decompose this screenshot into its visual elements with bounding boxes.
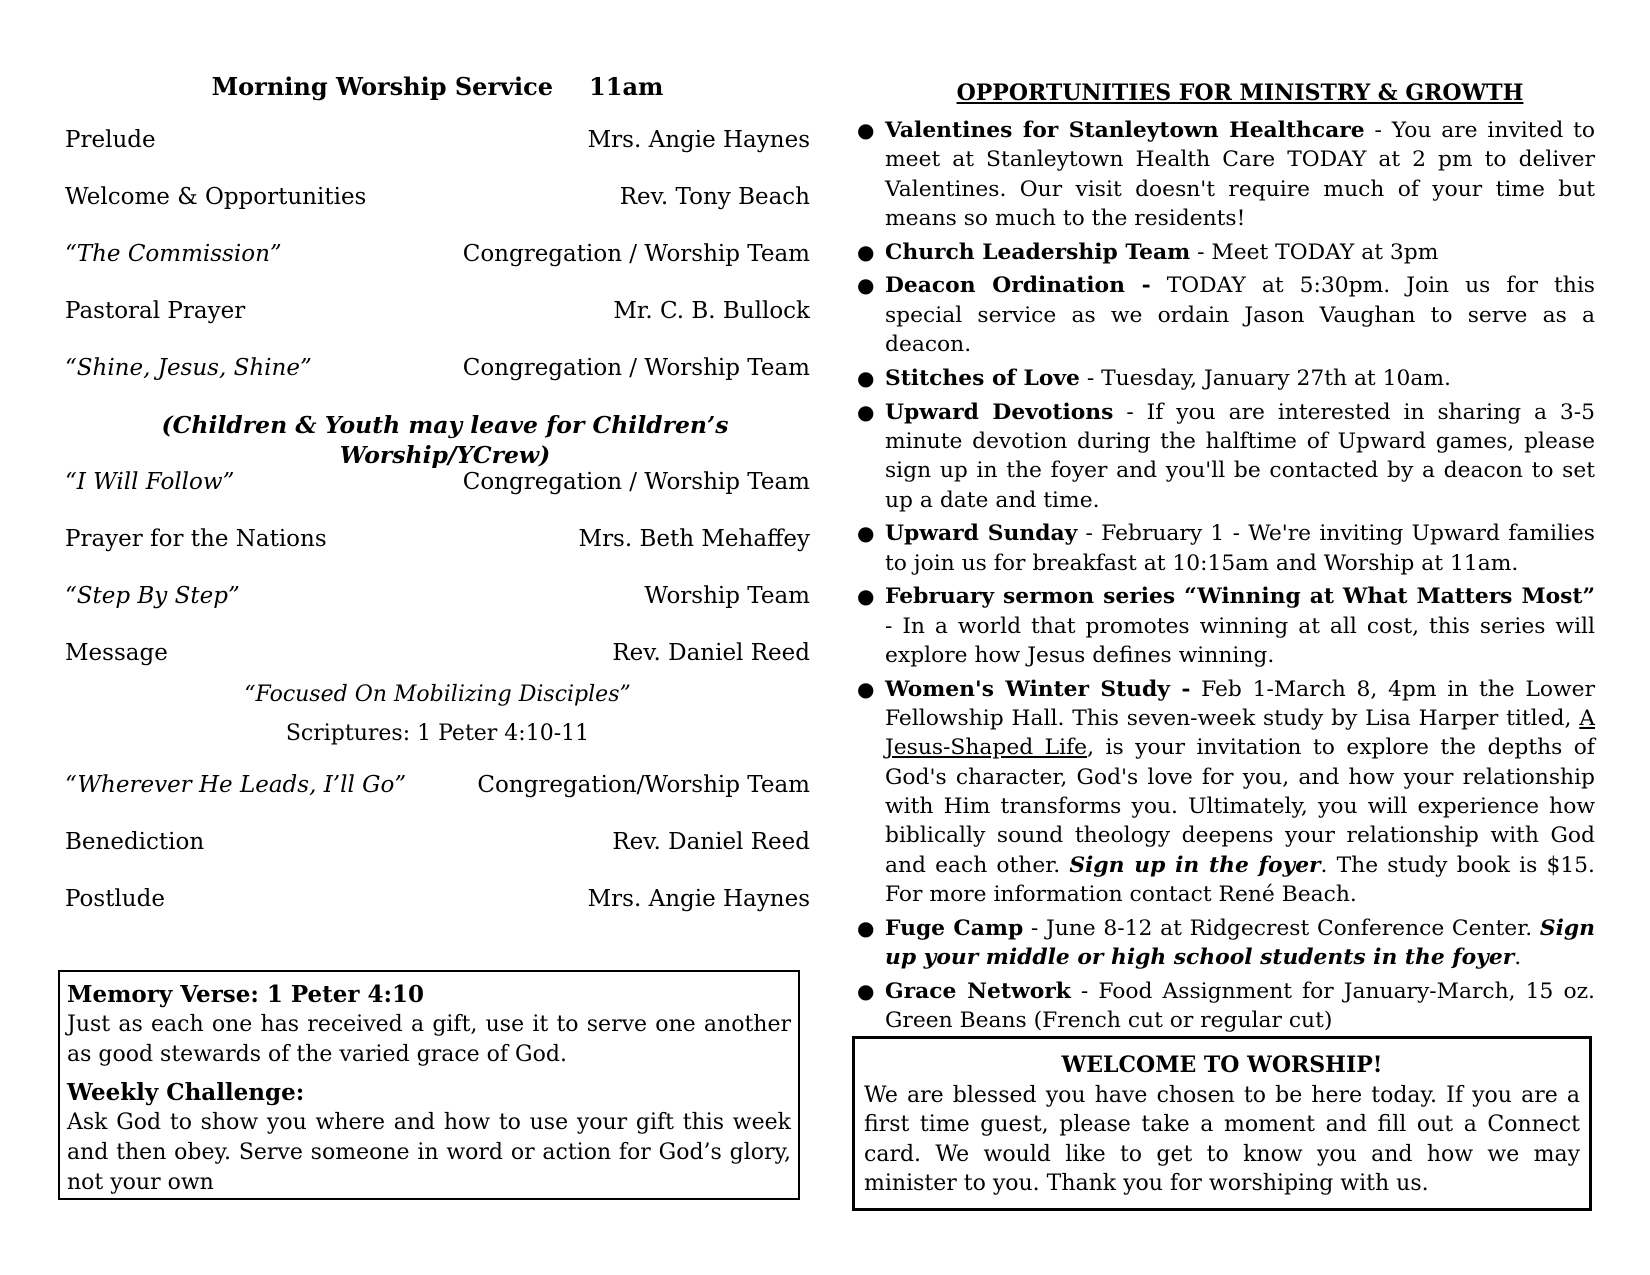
list-item bbox=[855, 398, 1595, 515]
signup-note: Sign up your middle or high school students in the foyer bbox=[885, 915, 1595, 971]
song-title: “I Will Follow” bbox=[65, 469, 235, 495]
program-row-commission bbox=[65, 239, 810, 296]
weekly-challenge-text: Ask God to show you where and how to use your gift this week and then obey. Serve someone in word or action for God’s glory, not your own bbox=[67, 1110, 791, 1195]
song-title: “The Commission” bbox=[65, 241, 282, 267]
bullet-icon: ● bbox=[857, 273, 875, 298]
program-item: Message bbox=[65, 640, 168, 666]
bullet-icon: ● bbox=[857, 915, 875, 940]
order-of-worship bbox=[65, 72, 810, 941]
welcome-box bbox=[852, 1036, 1592, 1211]
song-title: “Wherever He Leads, I’ll Go” bbox=[65, 772, 407, 798]
service-title-text: Morning Worship Service bbox=[211, 72, 554, 101]
program-leader: Mrs. Angie Haynes bbox=[587, 886, 810, 912]
opportunities-list bbox=[855, 116, 1595, 1035]
program-row-wherever-he-leads bbox=[65, 770, 810, 827]
item-text: - February 1 - We're inviting Upward families to join us for breakfast at 10:15am and Worship at 11am. bbox=[885, 521, 1595, 576]
message-title: “Focused On Mobilizing Disciples” bbox=[244, 682, 631, 707]
program-item: Welcome & Opportunities bbox=[65, 184, 367, 210]
bullet-icon: ● bbox=[857, 365, 875, 390]
bullet-icon: ● bbox=[857, 399, 875, 424]
program-item: Prayer for the Nations bbox=[65, 526, 327, 552]
item-text: - You are invited to meet at Stanleytown Health Care TODAY at 2 pm to deliver Valentines. Our visit doesn't require much of your time but means so much to the residents! bbox=[885, 118, 1596, 231]
item-text: - If you are interested in sharing a 3-5 minute devotion during the halftime of Upward games, please sign up in the foyer and you'll be contacted by a deacon to set up a date and time. bbox=[885, 399, 1595, 513]
program-leader: Rev. Daniel Reed bbox=[612, 640, 810, 666]
list-item bbox=[855, 238, 1595, 267]
program-leader: Congregation / Worship Team bbox=[462, 241, 810, 267]
list-item bbox=[855, 271, 1595, 359]
children-dismissal-note: (Children & Youth may leave for Children’s Worship/YCrew) bbox=[161, 411, 729, 469]
item-heading: Upward Devotions bbox=[885, 399, 1114, 425]
item-heading: Fuge Camp bbox=[885, 915, 1024, 941]
opportunities-title: OPPORTUNITIES FOR MINISTRY & GROWTH bbox=[956, 80, 1524, 106]
item-heading: February sermon series “Winning at What Matters Most” bbox=[885, 584, 1595, 610]
program-leader: Congregation/Worship Team bbox=[477, 772, 810, 798]
program-row-pastoral-prayer bbox=[65, 296, 810, 353]
program-leader: Mrs. Beth Mehaffey bbox=[578, 526, 810, 552]
item-text: - June 8-12 at Ridgecrest Conference Center. bbox=[1023, 915, 1540, 941]
program-row-i-will-follow bbox=[65, 467, 810, 524]
list-item bbox=[855, 977, 1595, 1036]
program-leader: Congregation / Worship Team bbox=[462, 355, 810, 381]
program-row-welcome bbox=[65, 182, 810, 239]
list-item bbox=[855, 914, 1595, 973]
bullet-icon: ● bbox=[857, 676, 875, 701]
program-row-prayer-nations bbox=[65, 524, 810, 581]
program-item: Prelude bbox=[65, 127, 156, 153]
message-details bbox=[65, 675, 810, 753]
program-leader: Rev. Daniel Reed bbox=[612, 829, 810, 855]
item-heading: Stitches of Love bbox=[885, 365, 1080, 391]
memory-verse-heading: Memory Verse: 1 Peter 4:10 bbox=[67, 981, 425, 1008]
list-item bbox=[855, 364, 1595, 393]
list-item bbox=[855, 675, 1595, 909]
item-text: , is your invitation to explore the depths of God's character, God's love for you, and how your relationship with Him transforms you. Ultimately, you will experience how biblically sound theology deepens your relationship with God and each other. bbox=[885, 735, 1596, 878]
opportunities-section bbox=[855, 76, 1595, 1040]
program-row-postlude bbox=[65, 884, 810, 941]
program-row-benediction bbox=[65, 827, 810, 884]
program-leader: Mr. C. B. Bullock bbox=[613, 298, 810, 324]
song-title: “Shine, Jesus, Shine” bbox=[65, 355, 312, 381]
welcome-text: We are blessed you have chosen to be here today. If you are a first time guest, please take a moment and fill out a Connect card. We would like to get to know you and how we may minister to you. Thank you for worshiping with us. bbox=[864, 1082, 1580, 1196]
bullet-icon: ● bbox=[857, 521, 875, 546]
message-scriptures: Scriptures: 1 Peter 4:10-11 bbox=[285, 721, 590, 746]
item-heading: Church Leadership Team bbox=[885, 239, 1191, 265]
program-leader: Mrs. Angie Haynes bbox=[587, 127, 810, 153]
item-heading: Grace Network bbox=[885, 978, 1071, 1004]
program-item: Postlude bbox=[65, 886, 165, 912]
bullet-icon: ● bbox=[857, 978, 875, 1003]
list-item bbox=[855, 582, 1595, 670]
program-row-step-by-step bbox=[65, 581, 810, 638]
program-row-shine-jesus bbox=[65, 353, 810, 410]
item-text: - In a world that promotes winning at all cost, this series will explore how Jesus defines winning. bbox=[885, 613, 1595, 669]
item-text: . The study book is $15. For more information contact René Beach. bbox=[885, 852, 1595, 907]
memory-verse-text: Just as each one has received a gift, use it to serve one another as good stewards of the varied grace of God. bbox=[67, 1012, 791, 1067]
item-heading: Valentines for Stanleytown Healthcare bbox=[885, 118, 1365, 143]
bullet-icon: ● bbox=[857, 118, 875, 142]
program-item: Pastoral Prayer bbox=[65, 298, 246, 324]
item-heading: Deacon Ordination - bbox=[885, 273, 1151, 299]
welcome-title: WELCOME TO WORSHIP! bbox=[1061, 1052, 1383, 1078]
item-text: . bbox=[1514, 945, 1522, 971]
item-text: Feb 1-March 8, 4pm in the Lower Fellowship Hall. This seven-week study by Lisa Harper titled, bbox=[885, 676, 1596, 732]
item-heading: Women's Winter Study - bbox=[885, 676, 1191, 702]
program-leader: Congregation / Worship Team bbox=[462, 469, 810, 495]
program-leader: Worship Team bbox=[644, 583, 810, 609]
item-text: - Food Assignment for January-March, 15 oz. Green Beans (French cut or regular cut) bbox=[885, 978, 1595, 1034]
program-leader: Rev. Tony Beach bbox=[619, 184, 810, 210]
weekly-challenge-heading: Weekly Challenge: bbox=[67, 1079, 305, 1106]
bullet-icon: ● bbox=[857, 239, 875, 264]
service-title bbox=[65, 72, 810, 101]
item-text: - Tuesday, January 27th at 10am. bbox=[1079, 365, 1451, 391]
program-row-prelude bbox=[65, 125, 810, 182]
book-title: A Jesus-Shaped Life bbox=[885, 706, 1595, 761]
service-time: 11am bbox=[589, 72, 664, 101]
item-heading: Upward Sunday bbox=[885, 521, 1078, 547]
signup-note: Sign up in the foyer bbox=[1069, 852, 1321, 878]
list-item bbox=[855, 116, 1595, 233]
program-item: Benediction bbox=[65, 829, 205, 855]
item-text: - Meet TODAY at 3pm bbox=[1190, 239, 1439, 265]
bullet-icon: ● bbox=[857, 584, 875, 609]
list-item bbox=[855, 519, 1595, 578]
song-title: “Step By Step” bbox=[65, 583, 240, 609]
item-text: TODAY at 5:30pm. Join us for this special service as we ordain Jason Vaughan to serve as a deacon. bbox=[885, 273, 1595, 358]
memory-verse-box bbox=[58, 970, 800, 1200]
